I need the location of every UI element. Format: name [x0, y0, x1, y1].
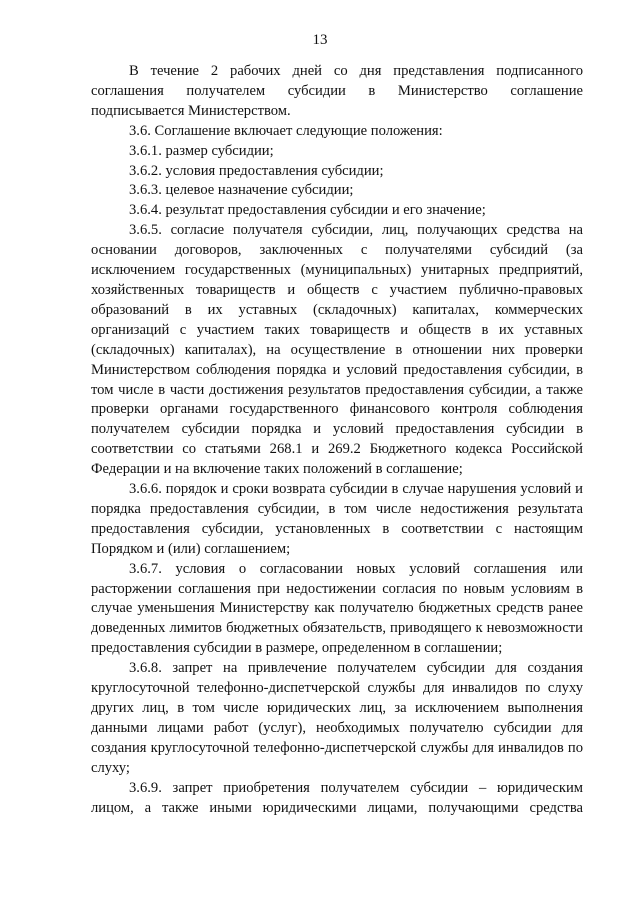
paragraph-3-6-3: 3.6.3. целевое назначение субсидии;: [129, 182, 354, 199]
paragraph-3-6-5: 3.6.5. согласие получателя субсидии, лиц, получающих средства на основании договоров, заключенных с получателями субсидий (за исключением государственных (муниципальных) унитарных предприятий, хозяйственных товариществ и обществ с участием публично-правовых образований в их уставных (складочных) капиталах, коммерческих организаций с участием таких товариществ и обществ в их уставных (складочных) капиталах), на осуществление в отношении них проверки Министерством соблюдения порядка и условий предоставления субсидии, в том числе в части достижения результатов предоставления субсидии, а также проверки органами государственного финансового контроля соблюдения получателем субсидии порядка и условий предоставления субсидии в соответствии со статьями 268.1 и 269.2 Бюджетного кодекса Российской Федерации и на включение таких положений в соглашение;: [91, 222, 583, 478]
paragraph-3-6-2: 3.6.2. условия предоставления субсидии;: [129, 162, 384, 179]
paragraph-3-6-6: 3.6.6. порядок и сроки возврата субсидии в случае нарушения условий и порядка предоставления субсидии, в том числе недостижения результата предоставления субсидии, установленных в соответствии с настоящим Порядком и (или) соглашением;: [91, 481, 583, 557]
paragraph-3-6-7: 3.6.7. условия о согласовании новых условий соглашения или расторжении соглашения при недостижении согласия по новым условиям в случае уменьшения Министерству как получателю бюджетных средств ранее доведенных лимитов бюджетных обязательств, приводящего к невозможности предоставления субсидии в размере, определенном в соглашении;: [91, 560, 583, 657]
paragraph-3-6-9: 3.6.9. запрет приобретения получателем субсидии – юридическим лицом, а также иными юридическими лицами, получающими средства: [91, 779, 583, 816]
document-body: [91, 62, 583, 818]
paragraph-signing-deadline: В течение 2 рабочих дней со дня представления подписанного соглашения получателем субсидии в Министерство соглашение подписывается Министерством.: [91, 63, 583, 119]
paragraph-3-6-4: 3.6.4. результат предоставления субсидии и его значение;: [129, 202, 486, 219]
page-number: 13: [312, 32, 328, 48]
paragraph-3-6: 3.6. Соглашение включает следующие положения:: [129, 122, 443, 139]
paragraph-3-6-1: 3.6.1. размер субсидии;: [129, 142, 274, 159]
paragraph-3-6-8: 3.6.8. запрет на привлечение получателем субсидии для создания круглосуточной телефонно-диспетчерской службы для инвалидов по слуху других лиц, в том числе юридических лиц, за исключением выполнения данными лицами работ (услуг), необходимых получателю субсидии для создания круглосуточной телефонно-диспетчерской службы для инвалидов по слуху;: [91, 660, 583, 776]
